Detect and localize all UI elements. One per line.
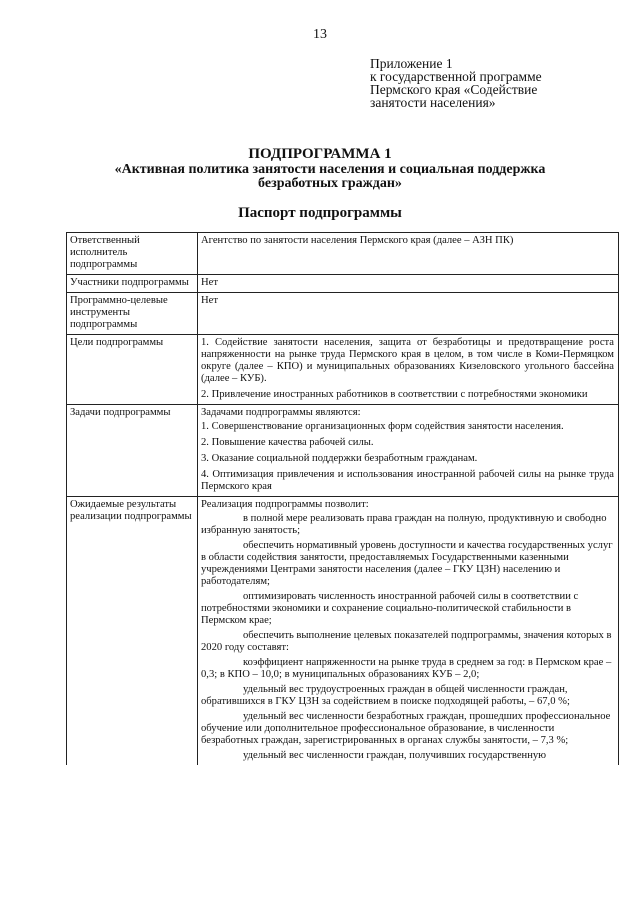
result-item: коэффициент напряженности на рынке труда в среднем за год: в Пермском крае – 0,3; в КПО – 10,0; в муниципальных образованиях КУБ – 2,0; <box>201 657 612 680</box>
passport-title: Паспорт подпрограммы <box>238 205 402 221</box>
result-item: удельный вес численности граждан, получивших государственную <box>243 750 547 761</box>
row-label-participants: Участники подпрограммы <box>67 275 198 293</box>
row-label-instruments: Программно-целевые инструменты подпрограммы <box>67 293 198 335</box>
row-value-goals <box>198 335 619 405</box>
passport-table <box>66 232 619 765</box>
result-item: оптимизировать численность иностранной рабочей силы в соответствии с потребностями экономики и сохранение социально-политической стабильности в Пермском крае; <box>201 591 579 626</box>
row-label-executor: Ответственный исполнитель подпрограммы <box>67 233 198 275</box>
task-item: 3. Оказание социальной поддержки безработным гражданам. <box>201 453 478 464</box>
subprogram-name: «Активная политика занятости населения и социальная поддержка безработных граждан» <box>114 162 546 191</box>
tasks-intro: Задачами подпрограммы являются: <box>201 407 361 418</box>
results-intro: Реализация подпрограммы позволит: <box>201 499 369 510</box>
table-row <box>67 275 619 293</box>
row-label-tasks: Задачи подпрограммы <box>67 405 198 497</box>
table-row <box>67 405 619 497</box>
table-row <box>67 293 619 335</box>
result-item: удельный вес трудоустроенных граждан в общей численности граждан, обратившихся в ГКУ ЦЗН за содействием в поиске подходящей работы, – 67,0 %; <box>201 684 570 707</box>
appendix-header <box>370 57 630 109</box>
result-item: обеспечить выполнение целевых показателей подпрограммы, значения которых в 2020 году составят: <box>201 630 612 653</box>
appendix-line: Пермского края «Содействие <box>370 82 538 97</box>
row-label-results: Ожидаемые результаты реализации подпрограммы <box>67 497 198 766</box>
appendix-line: к государственной программе <box>370 69 542 84</box>
subprogram-title: ПОДПРОГРАММА 1 <box>248 146 392 162</box>
table-row <box>67 497 619 766</box>
task-item: 4. Оптимизация привлечения и использования иностранной рабочей силы на рынке труда Пермского края <box>201 469 614 492</box>
goal-item: 2. Привлечение иностранных работников в соответствии с потребностями экономики <box>201 389 588 400</box>
result-item: удельный вес численности безработных граждан, прошедших профессиональное обучение или дополнительное профессиональное образование, в численности безработных граждан, зарегистрированных в органах службы занятости, – 7,3 %; <box>201 711 611 746</box>
row-value-participants: Нет <box>198 275 619 293</box>
task-item: 2. Повышение качества рабочей силы. <box>201 437 374 448</box>
row-value-tasks <box>198 405 619 497</box>
result-item: в полной мере реализовать права граждан на полную, продуктивную и свободно избранную занятость; <box>201 513 607 536</box>
table-row <box>67 233 619 275</box>
appendix-line: занятости населения» <box>370 95 496 110</box>
row-value-results <box>198 497 619 766</box>
result-item: обеспечить нормативный уровень доступности и качества государственных услуг в области содействия занятости, предоставляемых Государственными казенными учреждениями Центрами занятости населения (далее – ГКУ ЦЗН) населению и работодателям; <box>201 540 613 587</box>
table-row <box>67 335 619 405</box>
row-value-executor: Агентство по занятости населения Пермского края (далее – АЗН ПК) <box>198 233 619 275</box>
task-item: 1. Совершенствование организационных форм содействия занятости населения. <box>201 421 564 432</box>
goal-item: 1. Содействие занятости населения, защита от безработицы и предотвращение роста напряженности на рынке труда Пермского края в целом, в том числе в Коми-Пермяцком округе (далее – КПО) и муниципальных образованиях Кизеловского угольного бассейна (далее – КУБ). <box>201 337 614 384</box>
row-label-goals: Цели подпрограммы <box>67 335 198 405</box>
appendix-line: Приложение 1 <box>370 56 453 71</box>
page-number: 13 <box>313 27 327 42</box>
row-value-instruments: Нет <box>198 293 619 335</box>
